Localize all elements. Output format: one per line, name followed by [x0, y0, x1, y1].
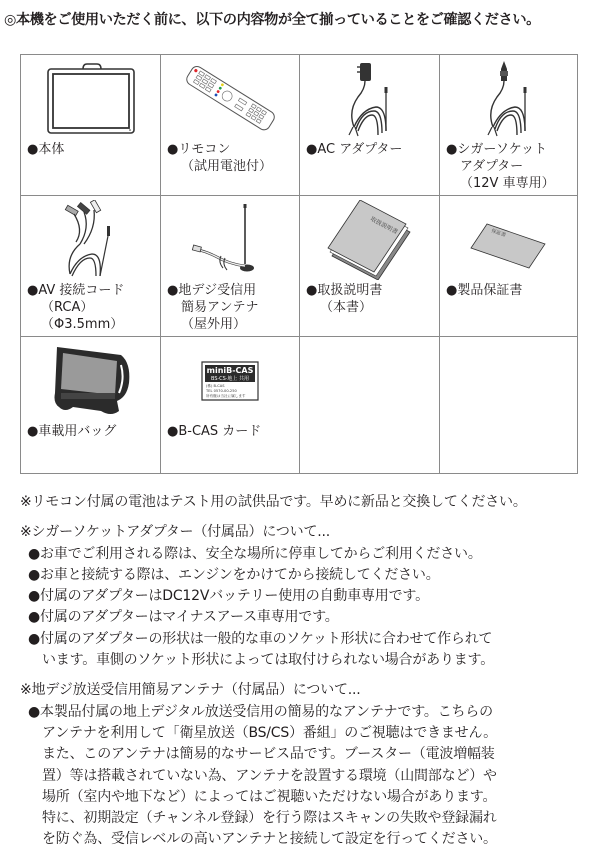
svg-text:(株) B-CAS: (株) B-CAS	[206, 384, 225, 388]
car-bag-icon	[21, 341, 160, 421]
antenna-icon	[161, 200, 299, 280]
list-item: ●お車と接続する際は、エンジンをかけてから接続してください。	[28, 566, 440, 583]
item-label: ●B-CAS カード	[167, 424, 262, 439]
antenna-heading: ※地デジ放送受信用簡易アンテナ（付属品）について...	[20, 682, 361, 699]
item-ac-adapter	[300, 55, 440, 196]
item-label: ●本体	[27, 142, 65, 157]
tv-monitor-icon	[21, 59, 160, 139]
svg-text:TEL 0570-00-250: TEL 0570-00-250	[206, 389, 237, 393]
list-item: ●付属のアダプターはDC12Vバッテリー使用の自動車専用です。	[28, 588, 429, 605]
warranty-card-icon	[440, 200, 577, 280]
contents-grid	[20, 54, 578, 474]
item-label: ●車載用バッグ	[27, 424, 117, 439]
ac-adapter-icon	[300, 59, 439, 139]
manual-book-icon	[300, 200, 439, 280]
item-label: ●製品保証書	[446, 283, 523, 298]
list-item: ●付属のアダプターの形状は一般的な車のソケット形状に合わせて作られて います。車側のソケット形状によっては取付けられない場合があります。	[28, 630, 495, 669]
svg-text:miniB-CAS: miniB-CAS	[206, 366, 254, 375]
antenna-bullets	[20, 702, 590, 851]
car-adapter-heading: ※シガーソケットアダプター（付属品）について...	[20, 524, 331, 541]
item-av-cable	[21, 196, 161, 337]
svg-text:取扱説明書: 取扱説明書	[368, 215, 399, 236]
item-label: ●地デジ受信用 簡易アンテナ （屋外用）	[167, 283, 259, 332]
item-label: ●AV 接続コード （RCA） （Φ3.5mm）	[27, 283, 125, 332]
av-cable-icon	[21, 200, 160, 280]
item-label: ●シガーソケット アダプター （12V 車専用）	[446, 142, 555, 191]
item-manual	[300, 196, 440, 337]
empty-cell	[440, 337, 577, 473]
item-car-bag	[21, 337, 161, 473]
item-antenna	[161, 196, 300, 337]
svg-text:保証書: 保証書	[489, 228, 507, 239]
bcas-card-icon	[161, 341, 299, 421]
remote-control-icon	[161, 59, 299, 139]
item-label: ●取扱説明書 （本書）	[306, 283, 383, 315]
item-car-adapter	[440, 55, 577, 196]
page-title: ◎本機をご使用いただく前に、以下の内容物が全て揃っていることをご確認ください。	[4, 12, 540, 28]
list-item: ●お車でご利用される際は、安全な場所に停車してからご利用ください。	[28, 545, 482, 562]
item-label: ●AC アダプター	[306, 142, 403, 157]
svg-text:BS·CS·地上 共用: BS·CS·地上 共用	[211, 376, 249, 382]
list-item: ●本製品付属の地上デジタル放送受信用の簡易的なアンテナです。こちらの アンテナを利用して「衛星放送（BS/CS）番組」のご視聴はできません。 また、このアンテナは簡易的なサービス品です。ブースター（電波増幅装 置）等は搭載されていない為、アンテナを設置する環境（山間部など）や 場所（室内や地下など）によってはご視聴いただけない場合があります。 特に、初期設定（チャンネル登録）を行う際はスキャンの失敗や登録漏れ を防ぐ為、受信レベルの高いアンテナと接続して設定を行ってください。	[28, 703, 497, 848]
item-bcas-card	[161, 337, 300, 473]
car-adapter-bullets	[20, 544, 590, 672]
notes-section	[20, 492, 590, 851]
item-remote	[161, 55, 300, 196]
car-socket-adapter-icon	[440, 59, 577, 139]
svg-text:所有権は当社に属します: 所有権は当社に属します	[206, 394, 246, 398]
battery-note: ※リモコン付属の電池はテスト用の試供品です。早めに新品と交換してください。	[20, 494, 527, 510]
item-main-unit	[21, 55, 161, 196]
item-warranty	[440, 196, 577, 337]
list-item: ●付属のアダプターはマイナスアース車専用です。	[28, 609, 339, 626]
empty-cell	[300, 337, 440, 473]
item-label: ●リモコン （試用電池付）	[167, 142, 273, 174]
